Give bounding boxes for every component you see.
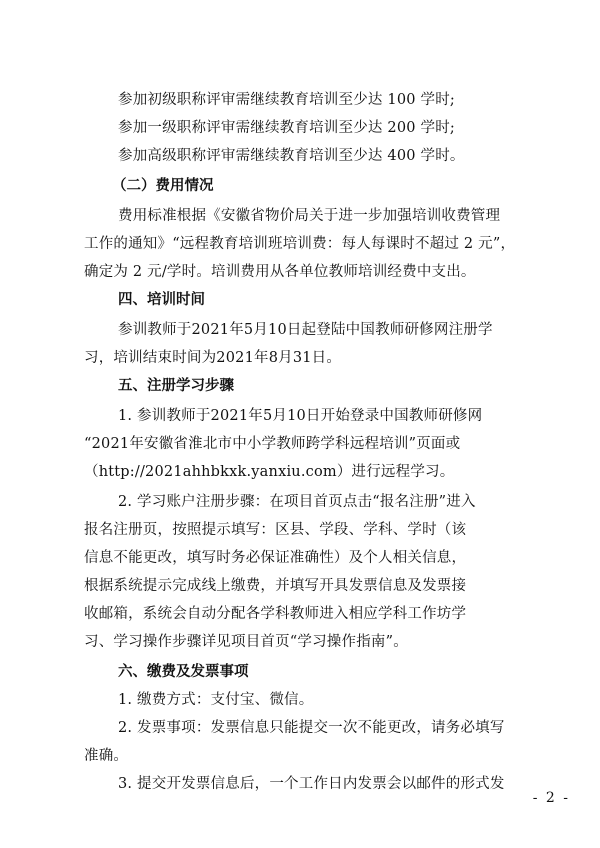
paragraph-step1-line2: “2021年安徽省淮北市中小学教师跨学科远程培训”页面或 <box>84 436 461 452</box>
paragraph-step2-line2: 报名注册页，按照提示填写：区县、学段、学科、学时（该 <box>84 522 467 538</box>
paragraph-step2-line6: 习、学习操作步骤详见项目首页“学习操作指南”。 <box>84 634 408 650</box>
paragraph-pay3-line1: 3. 提交开发票信息后，一个工作日内发票会以邮件的形式发 <box>118 776 505 792</box>
heading-steps: 五、注册学习步骤 <box>118 378 234 394</box>
paragraph-hours-junior: 参加初级职称评审需继续教育培训至少达 100 学时; <box>118 92 455 108</box>
paragraph-hours-first: 参加一级职称评审需继续教育培训至少达 200 学时; <box>118 120 455 136</box>
heading-fee: （二）费用情况 <box>112 178 214 194</box>
paragraph-fee-line1: 费用标准根据《安徽省物价局关于进一步加强培训收费管理 <box>118 208 501 224</box>
page-number: - 2 - <box>532 790 570 806</box>
paragraph-time-line1: 参训教师于2021年5月10日起登陆中国教师研修网注册学 <box>118 322 493 338</box>
heading-payment: 六、缴费及发票事项 <box>118 664 249 680</box>
paragraph-step1-line1: 1. 参训教师于2021年5月10日开始登录中国教师研修网 <box>118 408 483 424</box>
paragraph-pay1: 1. 缴费方式：支付宝、微信。 <box>118 692 314 708</box>
paragraph-step2-line5: 收邮箱，系统会自动分配各学科教师进入相应学科工作坊学 <box>84 606 467 622</box>
paragraph-fee-line2: 工作的通知》“远程教育培训班培训费：每人每课时不超过 2 元”， <box>84 236 516 252</box>
paragraph-step2-line4: 根据系统提示完成线上缴费，并填写开具发票信息及发票接 <box>84 578 467 594</box>
paragraph-hours-senior: 参加高级职称评审需继续教育培训至少达 400 学时。 <box>118 148 465 164</box>
paragraph-pay2-line2: 准确。 <box>84 748 129 764</box>
paragraph-step2-line1: 2. 学习账户注册步骤：在项目首页点击“报名注册”进入 <box>118 494 476 510</box>
paragraph-pay2-line1: 2. 发票事项：发票信息只能提交一次不能更改，请务必填写 <box>118 720 505 736</box>
paragraph-step1-line3: （http://2021ahhbkxk.yanxiu.com）进行远程学习。 <box>84 464 455 480</box>
paragraph-fee-line3: 确定为 2 元/学时。培训费用从各单位教师培训经费中支出。 <box>84 264 476 280</box>
paragraph-time-line2: 习，培训结束时间为2021年8月31日。 <box>84 350 342 366</box>
paragraph-step2-line3: 信息不能更改，填写时务必保证准确性）及个人相关信息， <box>84 550 467 566</box>
heading-time: 四、培训时间 <box>118 292 205 308</box>
